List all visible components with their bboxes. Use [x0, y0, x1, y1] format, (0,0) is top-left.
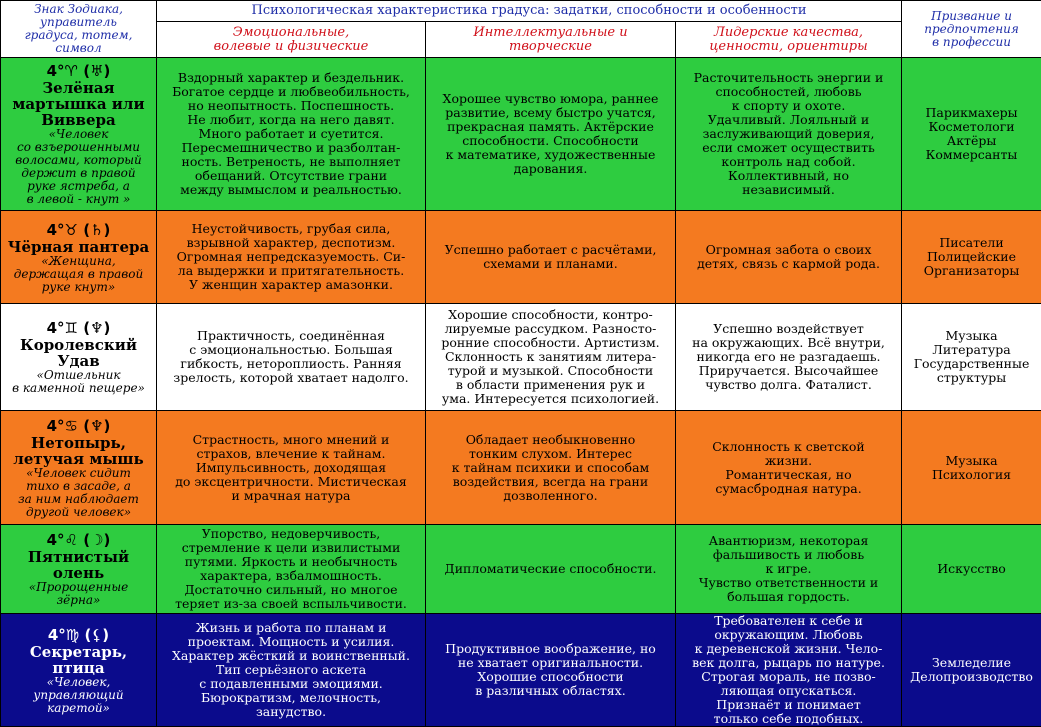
leader-cell: Склонность к светской жизни. Романтическая, но сумасбродная натура.	[676, 411, 902, 525]
leader-cell: Требователен к себе и окружающим. Любовь к деревенской жизни. Чело- век долга, рыцарь по натуре. Строгая мораль, не позво- ляющая опускаться. Признаёт и понимает только себе подобных.	[676, 614, 902, 727]
leader-cell: Расточительность энергии и способностей, любовь к спорту и охоте. Удачливый. Лояльный и заслуживающий доверия, если сможет осуществить контроль над собой. Коллективный, но независимый.	[676, 58, 902, 211]
sign-degree: 4°♌ (☽)	[4, 531, 153, 549]
emotional-cell: Вздорный характер и бездельник. Богатое сердце и любвеобильность, но неопытность. Поспешность. Не любит, когда на него давят. Много работает и суетится. Пересмешничество и разболтан- ность. Ветреность, не выполняет обещаний. Отсутствие грани между вымыслом и реальностью.	[157, 58, 426, 211]
sign-totem-name: Чёрная пантера	[4, 239, 153, 255]
sign-symbol: «Человек со взъерошенными волосами, который держит в правой руке ястреба, а в левой - кнут »	[4, 128, 153, 206]
sign-totem-name: Пятнистый олень	[4, 549, 153, 581]
sign-totem-name: Секретарь, птица	[4, 644, 153, 676]
emotional-cell: Практичность, соединённая с эмоциональностью. Большая гибкость, нетороплиость. Ранняя зрелость, которой хватает надолго.	[157, 304, 426, 411]
header-emotional: Эмоциональные, волевые и физические	[157, 22, 426, 58]
sign-cell	[1, 58, 157, 211]
intellect-cell: Продуктивное воображение, но не хватает оригинальности. Хорошие способности в различных областях.	[426, 614, 676, 727]
emotional-cell: Страстность, много мнений и страхов, влечение к тайнам. Импульсивность, доходящая до эксцентричности. Мистическая и мрачная натура	[157, 411, 426, 525]
header-row-sub	[1, 22, 1041, 58]
sign-symbol: «Человек сидит тихо в засаде, а за ним наблюдает другой человек»	[4, 467, 153, 519]
leader-cell: Успешно воздействует на окружающих. Всё внутри, никогда его не разгадаешь. Приручается. Высочайшее чувство долга. Фаталист.	[676, 304, 902, 411]
sign-degree: 4°♋ (♆)	[4, 417, 153, 435]
sign-cell	[1, 411, 157, 525]
leader-cell: Авантюризм, некоторая фальшивость и любовь к игре. Чувство ответственности и большая гордость.	[676, 525, 902, 614]
degree-row	[1, 211, 1041, 304]
leader-cell: Огромная забота о своих детях, связь с кармой рода.	[676, 211, 902, 304]
intellect-cell: Хорошее чувство юмора, раннее развитие, всему быстро учатся, прекрасная память. Актёрские способности. Способности к математике, художественные дарования.	[426, 58, 676, 211]
header-psych-group: Психологическая характеристика градуса: задатки, способности и особенности	[157, 1, 902, 22]
header-zodiac-sign: Знак Зодиака, управитель градуса, тотем, символ	[1, 1, 157, 58]
sign-degree: 4°♈ (♅)	[4, 62, 153, 80]
degree-row	[1, 525, 1041, 614]
calling-cell: Искусство	[902, 525, 1041, 614]
sign-degree: 4°♍ (⚸)	[4, 626, 153, 644]
calling-cell: Музыка Литература Государственные структуры	[902, 304, 1041, 411]
calling-cell: Парикмахеры Косметологи Актёры Коммерсанты	[902, 58, 1041, 211]
sign-cell	[1, 304, 157, 411]
sign-cell	[1, 614, 157, 727]
sign-symbol: «Пророщенные зёрна»	[4, 581, 153, 607]
calling-cell: Музыка Психология	[902, 411, 1041, 525]
intellect-cell: Хорошие способности, контро- лируемые рассудком. Разносто- ронние способности. Артистизм. Склонность к занятиям литера- турой и музыкой. Способности в области применения рук и ума. Интересуется психологией.	[426, 304, 676, 411]
header-leader: Лидерские качества, ценности, ориентиры	[676, 22, 902, 58]
header-calling: Призвание и предпочтения в профессии	[902, 1, 1041, 58]
sign-totem-name: Зелёная мартышка или Виввера	[4, 80, 153, 128]
emotional-cell: Жизнь и работа по планам и проектам. Мощность и усилия. Характер жёсткий и воинственный. Тип серьёзного аскета с подавленными эмоциями. Бюрократизм, мелочность, занудство.	[157, 614, 426, 727]
emotional-cell: Неустойчивость, грубая сила, взрывной характер, деспотизм. Огромная непредсказуемость. Си- ла выдержки и притягательность. У женщин характер амазонки.	[157, 211, 426, 304]
degree-row	[1, 304, 1041, 411]
degree-row	[1, 614, 1041, 727]
sign-degree: 4°♊ (♆)	[4, 319, 153, 337]
sign-totem-name: Нетопырь, летучая мышь	[4, 435, 153, 467]
header-row-top	[1, 1, 1041, 22]
sign-symbol: «Человек, управляющий каретой»	[4, 676, 153, 715]
intellect-cell: Успешно работает с расчётами, схемами и планами.	[426, 211, 676, 304]
emotional-cell: Упорство, недоверчивость, стремление к цели извилистыми путями. Яркость и необычность характера, взбалмошность. Достаточно сильный, но многое теряет из-за своей вспыльчивости.	[157, 525, 426, 614]
intellect-cell: Дипломатические способности.	[426, 525, 676, 614]
sign-totem-name: Королевский Удав	[4, 337, 153, 369]
degree-row	[1, 411, 1041, 525]
sign-cell	[1, 211, 157, 304]
sign-symbol: «Женщина, держащая в правой руке кнут»	[4, 255, 153, 294]
calling-cell: Писатели Полицейские Организаторы	[902, 211, 1041, 304]
sign-degree: 4°♉ (♄)	[4, 221, 153, 239]
header-intellect: Интеллектуальные и творческие	[426, 22, 676, 58]
sign-cell	[1, 525, 157, 614]
degree-row	[1, 58, 1041, 211]
sign-symbol: «Отшельник в каменной пещере»	[4, 369, 153, 395]
intellect-cell: Обладает необыкновенно тонким слухом. Интерес к тайнам психики и способам воздействия, всегда на грани дозволенного.	[426, 411, 676, 525]
calling-cell: Земледелие Делопроизводство	[902, 614, 1041, 727]
